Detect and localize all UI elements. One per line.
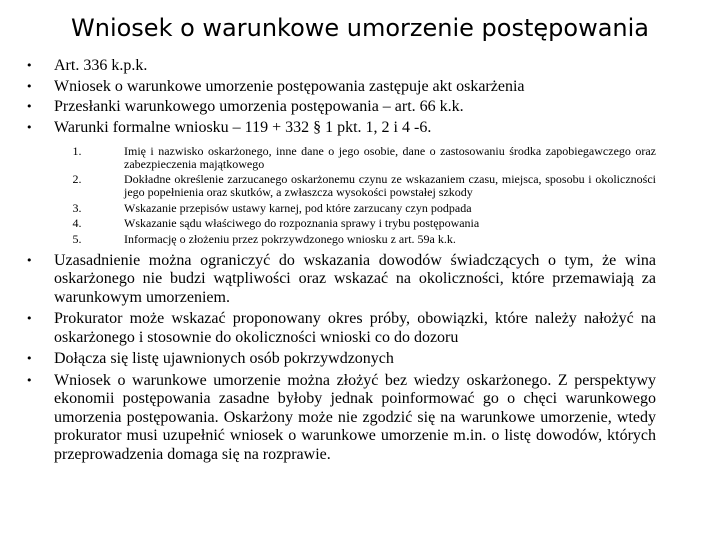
bullet-text: Warunki formalne wniosku – 119 + 332 § 1 pkt. 1, 2 i 4 -6. xyxy=(54,118,432,136)
numbered-item xyxy=(54,173,656,199)
bullet-item xyxy=(26,118,656,139)
item-number: 4. xyxy=(72,216,82,231)
bullet-text: Art. 336 k.p.k. xyxy=(54,57,148,74)
bullet-item xyxy=(26,56,656,77)
numbered-item xyxy=(54,233,656,246)
numbered-item xyxy=(54,217,656,230)
bullet-text: Przesłanki warunkowego umorzenia postępowania – art. 66 k.k. xyxy=(54,98,464,115)
numbered-item xyxy=(54,202,656,215)
bullet-dot-icon: • xyxy=(26,59,33,72)
numbered-list xyxy=(54,145,656,246)
bullet-item xyxy=(26,77,656,98)
bottom-bullet-list xyxy=(26,252,656,465)
numbered-item xyxy=(54,145,656,171)
bullet-dot-icon: • xyxy=(26,120,33,134)
bullet-item xyxy=(26,252,656,308)
bullet-item xyxy=(26,372,656,465)
item-text: Wskazanie sądu właściwego do rozpoznania sprawy i trybu postępowania xyxy=(124,216,480,231)
bullet-dot-icon: • xyxy=(26,79,33,93)
bullet-item xyxy=(26,350,656,369)
bullet-item xyxy=(26,97,656,118)
item-text: Informację o złożeniu przez pokrzywdzonego wniosku z art. 59a k.k. xyxy=(124,231,456,246)
top-bullet-list xyxy=(26,56,656,138)
bullet-text: Prokurator może wskazać proponowany okres próby, obowiązki, które należy nałożyć na oskarżonego i stosownie do okoliczności wnioski co do dozoru xyxy=(54,310,656,346)
bullet-text: Wniosek o warunkowe umorzenie można złożyć bez wiedzy oskarżonego. Z perspektywy ekonomii postępowania zasadne byłoby jednak poinformować go o chęci warunkowego umorzenia postępowania. Oskarżony może nie zgodzić się na warunkowe umorzenie, wtedy prokurator musi uzupełnić wniosek o warunkowe umorzenie m.in. o listę dowodów, których przeprowadzenia domaga się na rozprawie. xyxy=(54,371,656,463)
bullet-dot-icon: • xyxy=(26,373,33,387)
slide-title: Wniosek o warunkowe umorzenie postępowania xyxy=(71,14,649,42)
item-text: Wskazanie przepisów ustawy karnej, pod które zarzucany czyn podpada xyxy=(124,200,472,215)
item-number: 1. xyxy=(72,144,82,158)
bullet-item xyxy=(26,310,656,347)
item-number: 2. xyxy=(72,172,82,187)
bullet-text: Wniosek o warunkowe umorzenie postępowania zastępuje akt oskarżenia xyxy=(54,77,525,95)
bullet-dot-icon: • xyxy=(26,352,33,366)
bullet-dot-icon: • xyxy=(26,312,33,326)
bullet-dot-icon: • xyxy=(26,253,33,267)
bullet-text: Uzasadnienie można ograniczyć do wskazania dowodów świadczących o tym, że wina oskarżonego nie budzi wątpliwości oraz wskazać na okoliczności, które przemawiają za warunkowym umorzeniem. xyxy=(54,251,656,306)
item-number: 5. xyxy=(72,231,82,246)
bullet-text: Dołącza się listę ujawnionych osób pokrzywdzonych xyxy=(54,350,394,368)
bullet-dot-icon: • xyxy=(26,100,33,113)
item-number: 3. xyxy=(72,200,82,215)
item-text: Dokładne określenie zarzucanego oskarżonemu czynu ze wskazaniem czasu, miejsca, sposobu i okoliczności jego popełnienia oraz skutków, a zwłaszcza wysokości powstałej szkody xyxy=(124,172,656,200)
item-text: Imię i nazwisko oskarżonego, inne dane o jego osobie, dane o zastosowaniu środka zapobiegawczego oraz zabezpieczenia majątkowego xyxy=(124,144,656,171)
slide-content xyxy=(26,56,656,467)
